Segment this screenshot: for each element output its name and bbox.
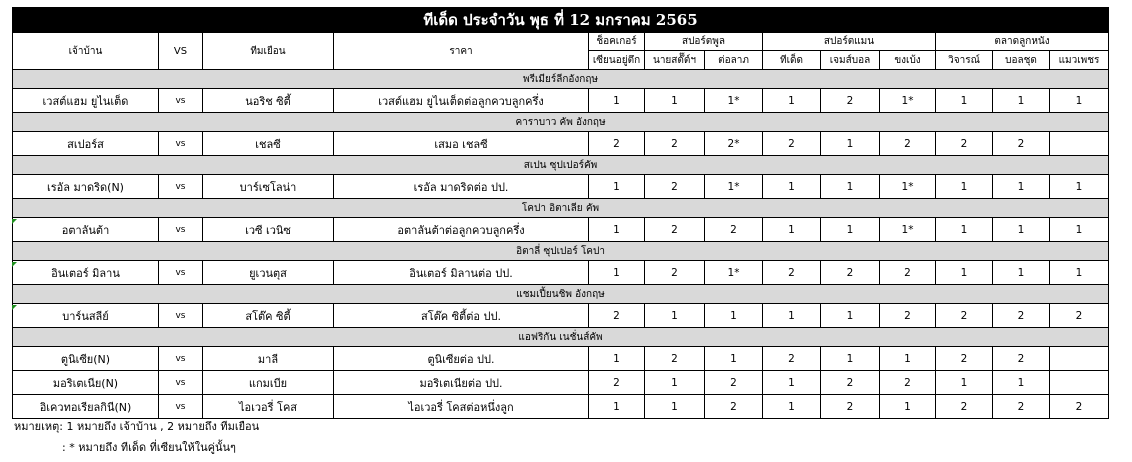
pick-cell: 1* — [705, 261, 763, 285]
vs-label: vs — [159, 347, 203, 371]
pick-cell: 1 — [993, 175, 1050, 199]
col-header: นายสต๊๊ต์ฯ — [645, 51, 705, 70]
league-name: อิตาลี่ ซุปเปอร์ โคปา — [13, 242, 1109, 261]
away-team: ไอเวอรี่ โคส — [203, 395, 334, 419]
pick-cell: 1 — [589, 347, 645, 371]
col-header: บอลชุด — [993, 51, 1050, 70]
pick-cell: 2 — [880, 132, 936, 156]
pick-cell — [1050, 132, 1109, 156]
home-team: มอริเตเนีย(N) — [13, 371, 159, 395]
pick-cell: 1 — [880, 347, 936, 371]
vs-label: vs — [159, 132, 203, 156]
home-team: สเปอร์ส — [13, 132, 159, 156]
comment-marker — [12, 262, 17, 267]
match-row — [13, 261, 1109, 285]
pick-cell: 2 — [993, 132, 1050, 156]
league-name: แชมเปี้ยนชิพ อังกฤษ — [13, 285, 1109, 304]
match-row — [13, 395, 1109, 419]
pick-cell: 1 — [763, 175, 821, 199]
price-text: เวสต์แฮม ยูไนเต็ดต่อลูกควบลูกครึ่ง — [334, 89, 589, 113]
pick-cell: 1 — [936, 371, 993, 395]
league-name: สเปน ซุปเปอร์คัพ — [13, 156, 1109, 175]
pick-cell: 1 — [589, 218, 645, 242]
pick-cell: 1 — [589, 261, 645, 285]
col-header: แมวเพชร — [1050, 51, 1109, 70]
comment-marker — [12, 305, 17, 310]
col-header: ขงเบ้ง — [880, 51, 936, 70]
pick-cell: 2 — [993, 395, 1050, 419]
pick-cell: 1 — [589, 175, 645, 199]
pick-cell: 2 — [1050, 395, 1109, 419]
away-team: เชลซี — [203, 132, 334, 156]
pick-cell: 2 — [589, 304, 645, 328]
price-text: อินเตอร์ มิลานต่อ ปป. — [334, 261, 589, 285]
pick-cell: 1 — [1050, 175, 1109, 199]
pick-cell: 1 — [821, 347, 880, 371]
match-row — [13, 304, 1109, 328]
price-text: ไอเวอรี่ โคสต่อหนึ่งลูก — [334, 395, 589, 419]
pick-cell: 1 — [1050, 261, 1109, 285]
pick-cell: 2 — [936, 395, 993, 419]
vs-label: vs — [159, 218, 203, 242]
pick-cell: 1 — [993, 261, 1050, 285]
pick-cell: 2 — [705, 371, 763, 395]
pick-cell: 2 — [645, 347, 705, 371]
price-text: สโต๊ค ซิตี้ต่อ ปป. — [334, 304, 589, 328]
pick-cell: 2* — [705, 132, 763, 156]
pick-cell: 1 — [763, 89, 821, 113]
pick-cell: 2 — [763, 261, 821, 285]
pick-cell: 1* — [880, 89, 936, 113]
vs-label: vs — [159, 304, 203, 328]
pick-cell: 1 — [993, 218, 1050, 242]
pick-cell — [1050, 347, 1109, 371]
league-row — [13, 242, 1109, 261]
pick-cell: 2 — [993, 304, 1050, 328]
price-text: เรอัล มาดริดต่อ ปป. — [334, 175, 589, 199]
away-team: ยูเวนตุส — [203, 261, 334, 285]
pick-cell: 1 — [936, 89, 993, 113]
pick-cell: 1 — [763, 218, 821, 242]
tips-table — [12, 7, 1109, 419]
pick-cell: 2 — [993, 347, 1050, 371]
home-team: อิเควทอเรียลกินี(N) — [13, 395, 159, 419]
col-header: ทีเด็ด — [763, 51, 821, 70]
vs-label: vs — [159, 371, 203, 395]
away-team: แกมเบีย — [203, 371, 334, 395]
pick-cell: 2 — [936, 132, 993, 156]
match-row — [13, 218, 1109, 242]
league-name: คาราบาว คัพ อังกฤษ — [13, 113, 1109, 132]
away-team: บาร์เซโลน่า — [203, 175, 334, 199]
legend-note-star: : * หมายถึง ทีเด็ด ที่เซียนให้ในคู่นั้นๆ — [62, 441, 236, 454]
pick-cell: 1 — [763, 304, 821, 328]
home-team: เรอัล มาดริด(N) — [13, 175, 159, 199]
pick-cell: 1 — [880, 395, 936, 419]
pick-cell: 2 — [880, 371, 936, 395]
league-name: แอฟริกัน เนชั่นส์คัพ — [13, 328, 1109, 347]
pick-cell: 1 — [705, 347, 763, 371]
pick-cell: 1 — [936, 218, 993, 242]
pick-cell: 2 — [705, 395, 763, 419]
pick-cell: 1 — [936, 261, 993, 285]
away-team: นอริช ซิตี้ — [203, 89, 334, 113]
vs-label: vs — [159, 261, 203, 285]
legend-note: หมายเหตุ: 1 หมายถึง เจ้าบ้าน , 2 หมายถึง ทีมเยือน — [14, 420, 260, 433]
pick-cell: 1 — [645, 371, 705, 395]
pick-cell: 2 — [589, 132, 645, 156]
match-row — [13, 132, 1109, 156]
league-row — [13, 113, 1109, 132]
away-team: เวซี เวนิซ — [203, 218, 334, 242]
pick-cell: 2 — [821, 395, 880, 419]
league-name: พรีเมียร์ลีกอังกฤษ — [13, 70, 1109, 89]
header-price: ราคา — [334, 33, 589, 70]
home-team: ตูนิเซีย(N) — [13, 347, 159, 371]
away-team: มาลี — [203, 347, 334, 371]
pick-cell: 1 — [645, 395, 705, 419]
league-row — [13, 156, 1109, 175]
vs-label: vs — [159, 89, 203, 113]
home-team: เวสต์แฮม ยูไนเต็ด — [13, 89, 159, 113]
match-row — [13, 89, 1109, 113]
pick-cell: 1 — [821, 304, 880, 328]
page-title: ทีเด็ด ประจำวัน พุธ ที่ 12 มกราคม 2565 — [13, 8, 1109, 33]
pick-cell: 1* — [880, 218, 936, 242]
vs-label: vs — [159, 175, 203, 199]
home-team: อตาลันต้า — [13, 218, 159, 242]
price-text: อตาลันต้าต่อลูกควบลูกครึ่ง — [334, 218, 589, 242]
pick-cell: 2 — [880, 261, 936, 285]
match-row — [13, 347, 1109, 371]
pick-cell: 1 — [589, 395, 645, 419]
pick-cell: 1* — [880, 175, 936, 199]
pick-cell: 1 — [821, 175, 880, 199]
group-header-sportpool: สปอร์ตพูล — [645, 33, 763, 51]
pick-cell: 2 — [763, 132, 821, 156]
group-header-market: ตลาดลูกหนัง — [936, 33, 1109, 51]
pick-cell: 1 — [763, 395, 821, 419]
pick-cell: 2 — [821, 371, 880, 395]
pick-cell: 2 — [645, 218, 705, 242]
group-header-sportman: สปอร์ตแมน — [763, 33, 936, 51]
vs-label: vs — [159, 395, 203, 419]
price-text: มอริเตเนียต่อ ปป. — [334, 371, 589, 395]
comment-marker — [12, 219, 17, 224]
league-row — [13, 199, 1109, 218]
league-row — [13, 70, 1109, 89]
league-row — [13, 285, 1109, 304]
pick-cell: 2 — [589, 371, 645, 395]
home-team: บาร์นสลีย์ — [13, 304, 159, 328]
pick-cell: 2 — [763, 347, 821, 371]
pick-cell: 2 — [645, 261, 705, 285]
col-header: เซียนอยู่ตึก — [589, 51, 645, 70]
pick-cell: 1* — [705, 175, 763, 199]
pick-cell: 2 — [821, 261, 880, 285]
pick-cell: 2 — [821, 89, 880, 113]
match-row — [13, 175, 1109, 199]
pick-cell: 1 — [993, 89, 1050, 113]
match-row — [13, 371, 1109, 395]
pick-cell: 2 — [1050, 304, 1109, 328]
price-text: ตูนิเซียต่อ ปป. — [334, 347, 589, 371]
col-header: วิจารณ์ — [936, 51, 993, 70]
pick-cell: 1 — [1050, 89, 1109, 113]
header-away: ทีมเยือน — [203, 33, 334, 70]
header-vs: VS — [159, 33, 203, 70]
home-team: อินเตอร์ มิลาน — [13, 261, 159, 285]
pick-cell: 2 — [705, 218, 763, 242]
pick-cell: 1 — [645, 304, 705, 328]
pick-cell — [1050, 371, 1109, 395]
group-header-soccer: ช็อคเกอร์ — [589, 33, 645, 51]
pick-cell: 1 — [821, 132, 880, 156]
league-name: โคปา อิตาเลีย คัพ — [13, 199, 1109, 218]
pick-cell: 2 — [936, 347, 993, 371]
pick-cell: 1 — [705, 304, 763, 328]
league-row — [13, 328, 1109, 347]
header-home: เจ้าบ้าน — [13, 33, 159, 70]
price-text: เสมอ เชลซี — [334, 132, 589, 156]
pick-cell: 2 — [645, 132, 705, 156]
pick-cell: 1 — [1050, 218, 1109, 242]
pick-cell: 1 — [821, 218, 880, 242]
pick-cell: 2 — [645, 175, 705, 199]
col-header: ต่อลาภ — [705, 51, 763, 70]
pick-cell: 2 — [936, 304, 993, 328]
pick-cell: 2 — [880, 304, 936, 328]
pick-cell: 1 — [645, 89, 705, 113]
away-team: สโต๊ค ซิตี้ — [203, 304, 334, 328]
pick-cell: 1* — [705, 89, 763, 113]
pick-cell: 1 — [936, 175, 993, 199]
col-header: เจมส์บอล — [821, 51, 880, 70]
pick-cell: 1 — [993, 371, 1050, 395]
pick-cell: 1 — [589, 89, 645, 113]
pick-cell: 1 — [763, 371, 821, 395]
